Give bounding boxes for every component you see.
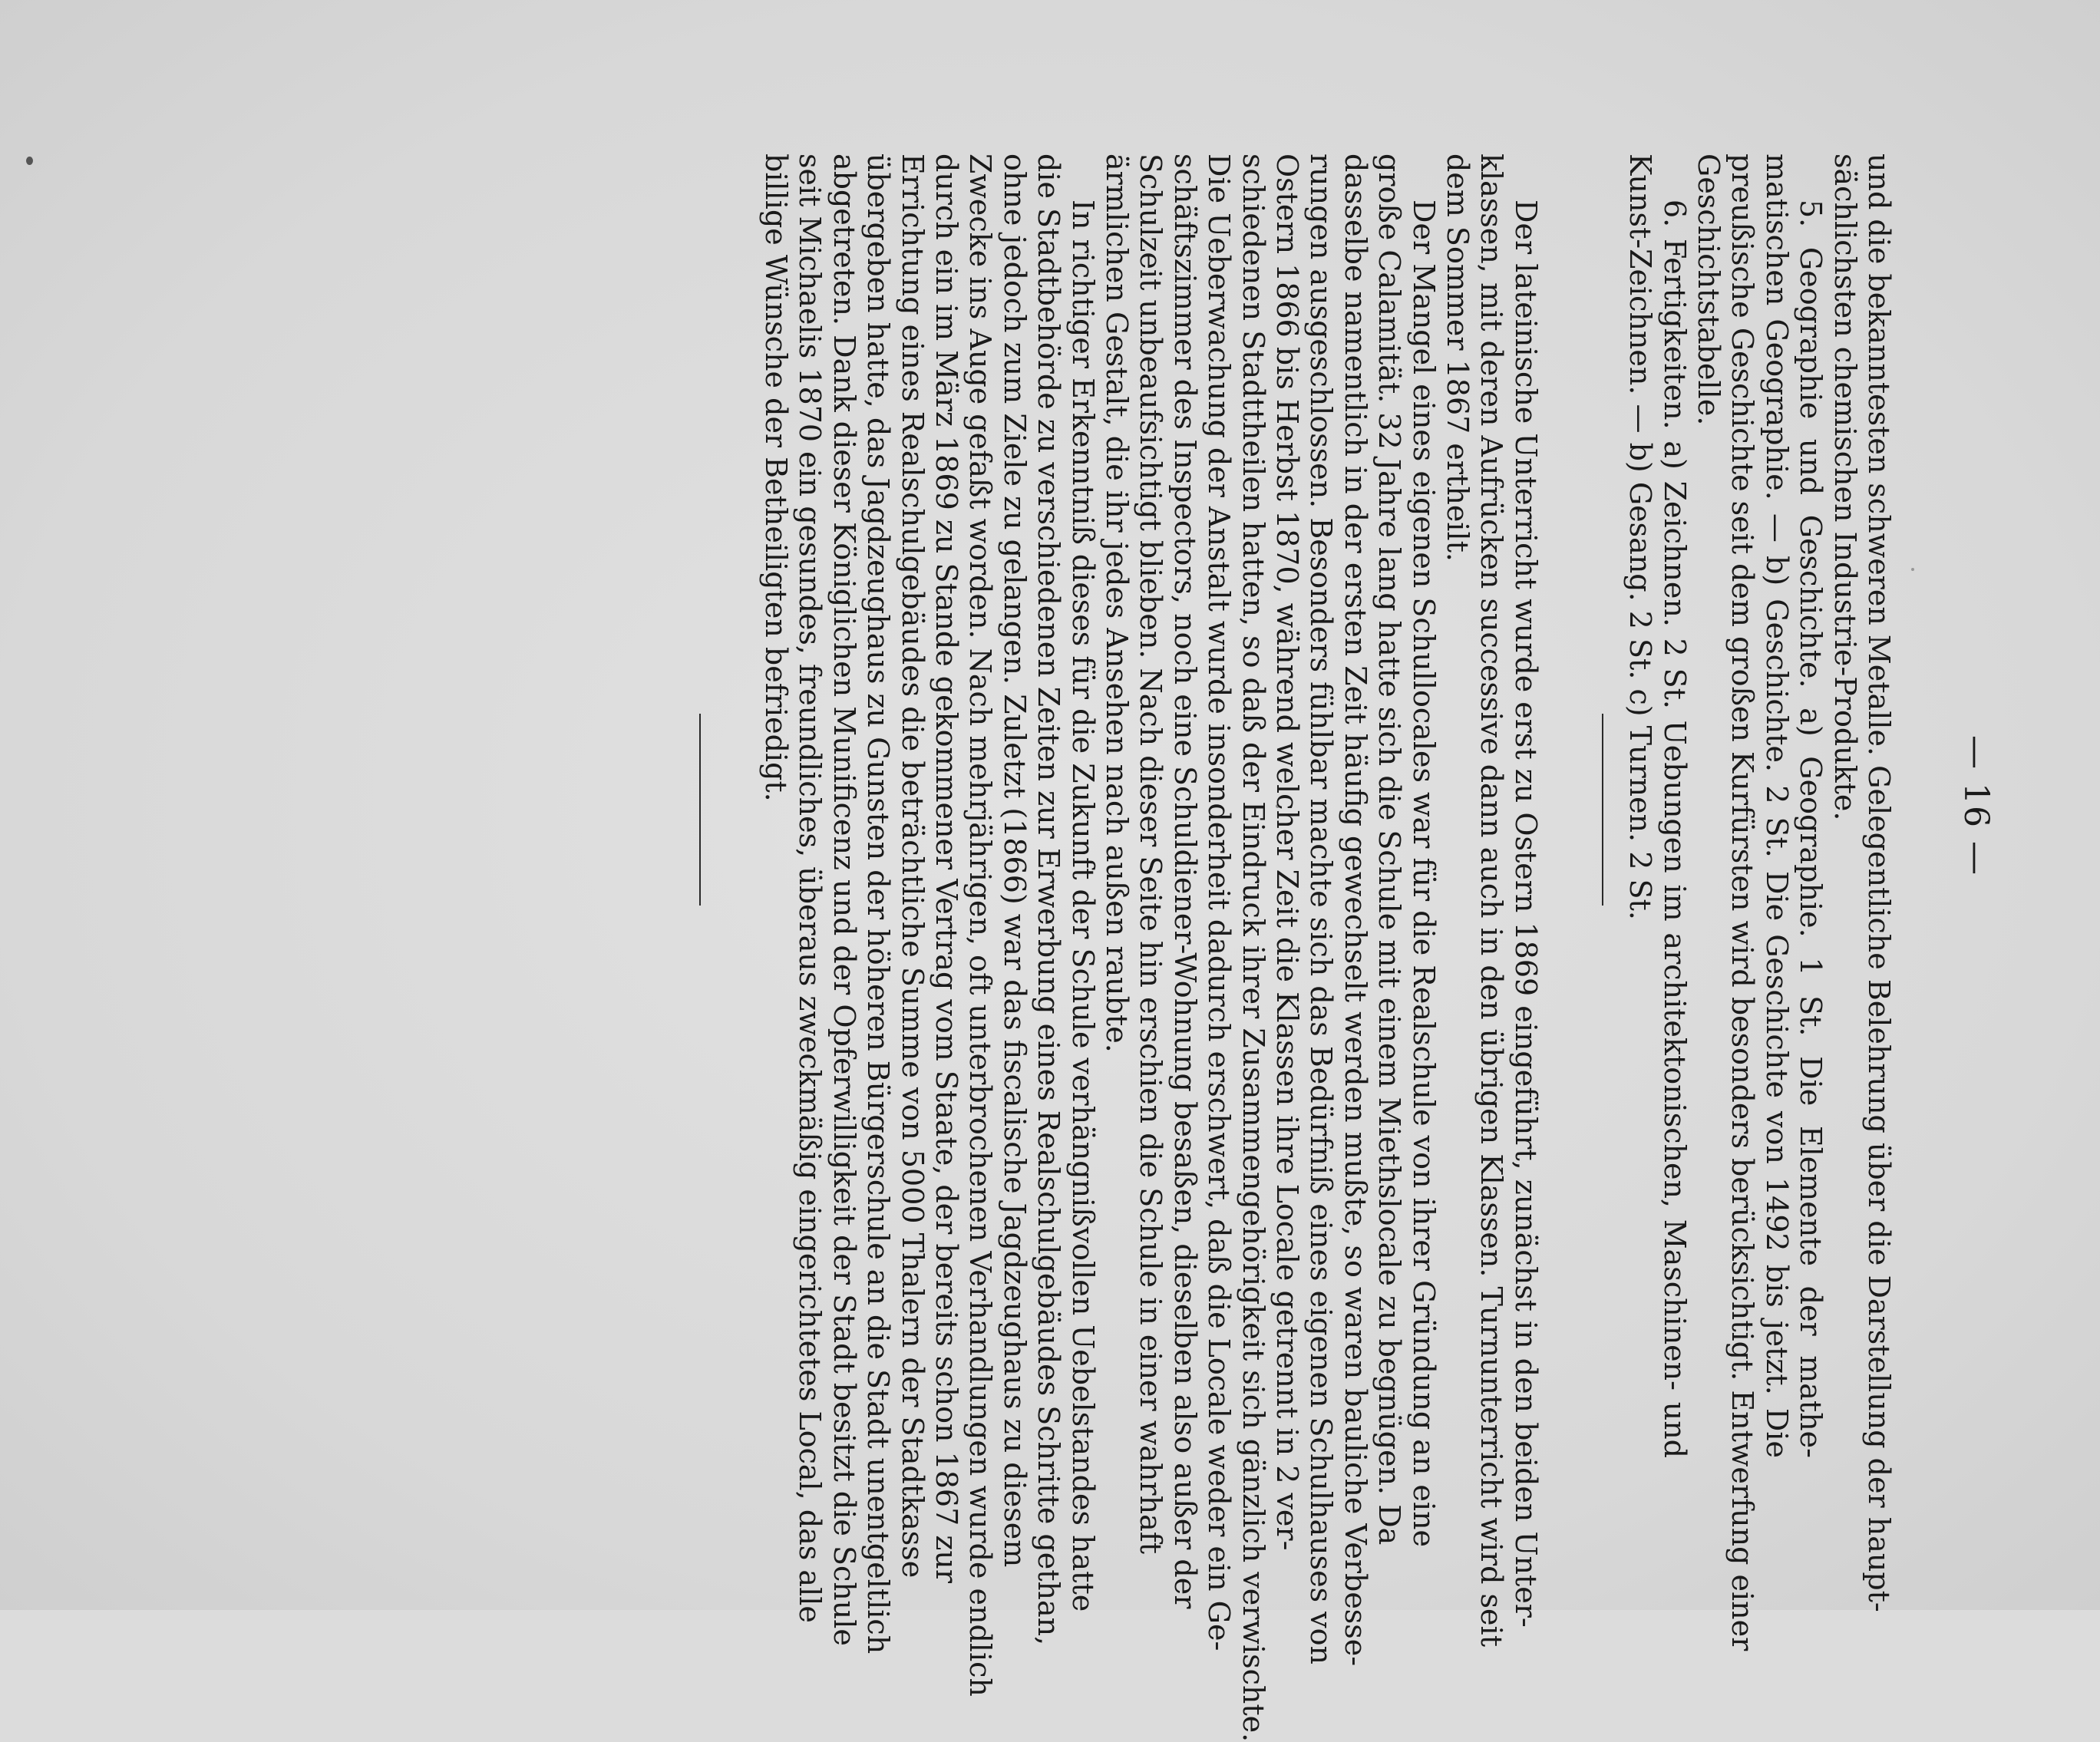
text-line: klassen, mit deren Aufrücken successive dann auch in den übrigen Klassen. Turnunterricht wird seit [1474, 153, 1509, 1647]
end-divider [699, 714, 701, 906]
rotated-page [468, 153, 1996, 1742]
text-line: große Calamität. 32 Jahre lang hatte sich die Schule mit einem Miethslocale zu begnügen. Da [1372, 153, 1407, 1546]
text-line: Die Ueberwachung der Anstalt wurde insonderheit dadurch erschwert, daß die Locale weder ein Ge- [1202, 153, 1237, 1651]
text-line: 6. Fertigkeiten. a) Zeichnen. 2 St. Uebungen im architektonischen, Maschinen- und [1657, 200, 1692, 1458]
text-line: sächlichsten chemischen Industrie-Produkte. [1828, 153, 1862, 821]
text-line: und die bekanntesten schweren Metalle. Gelegentliche Belehrung über die Darstellung der haupt- [1862, 153, 1896, 1612]
text-line: Der lateinische Unterricht wurde erst zu Ostern 1869 eingeführt, zunächst in den beiden Unter- [1508, 200, 1543, 1628]
text-line: preußische Geschichte seit dem großen Kurfürsten wird besonders berücksichtigt. Entwerfung einer [1725, 153, 1760, 1651]
text-line: die Stadtbehörde zu verschiedenen Zeiten zur Erwerbung eines Realschulgebäudes Schritte gethan, [1032, 153, 1066, 1646]
text-line: seit Michaelis 1870 ein gesundes, freundliches, überaus zweckmäßig eingerichtetes Local, das alle [793, 153, 827, 1623]
text-line: schiedenen Stadttheilen hatten, so daß der Eindruck ihrer Zusammengehörigkeit sich gänzlich verwischte. [1236, 153, 1270, 1742]
text-line: Zwecke ins Auge gefaßt worden. Nach mehrjährigen, oft unterbrochenen Verhandlungen wurde endlich [963, 153, 998, 1697]
text-line: Errichtung eines Realschulgebäudes die beträchtliche Summe von 5000 Thalern der Stadtkasse [895, 153, 929, 1579]
text-line: billige Wünsche der Betheiligten befriedigt. [759, 153, 793, 802]
text-line: dasselbe namentlich in der ersten Zeit häufig gewechselt werden mußte, so waren bauliche Verbesse- [1338, 153, 1372, 1667]
text-line: In richtiger Erkenntniß dieses für die Zukunft der Schule verhängnißvollen Uebelstandes hatte [1065, 200, 1100, 1612]
text-line: abgetreten. Dank dieser Königlichen Munificenz und der Opferwilligkeit der Stadt besitzt die Schule [827, 153, 861, 1646]
text-line: ärmlichen Gestalt, die ihr jedes Ansehen nach außen raubte. [1100, 153, 1134, 1053]
text-line: durch ein im März 1869 zu Stande gekommener Vertrag vom Staate, der bereits schon 1867 zur [929, 153, 963, 1584]
text-line: Der Mangel eines eigenen Schullocales war für die Realschule von ihrer Gründung an eine [1406, 200, 1441, 1548]
text-line: schäftszimmer des Inspectors, noch eine Schuldiener-Wohnung besaßen, dieselben also außer der [1167, 153, 1202, 1609]
text-line: übergeben hatte, das Jagdzeughaus zu Gunsten der höheren Bürgerschule an die Stadt unentgeltlich [861, 153, 896, 1655]
text-line: Schulzeit unbeaufsichtigt blieben. Nach dieser Seite hin erschien die Schule in einer wahrhaft [1134, 153, 1168, 1555]
text-line: ohne jedoch zum Ziele zu gelangen. Zuletzt (1866) war das fiscalische Jagdzeughaus zu diesem [997, 153, 1032, 1568]
text-line: Kunst-Zeichnen. — b) Gesang. 2 St. c) Turnen. 2 St. [1623, 153, 1658, 920]
text-line: rungen ausgeschlossen. Besonders fühlbar machte sich das Bedürfniß eines eigenen Schulhauses von [1304, 153, 1339, 1664]
text-line: Geschichtstabelle. [1692, 153, 1725, 426]
text-line: matischen Geographie. — b) Geschichte. 2 St. Die Geschichte von 1492 bis jetzt. Die [1759, 153, 1794, 1458]
page-text-block [468, 153, 1996, 1742]
scan-speck [26, 157, 33, 165]
text-line: Ostern 1866 bis Herbst 1870, während welcher Zeit die Klassen ihre Locale getrennt in 2 ver- [1270, 153, 1304, 1551]
text-line: dem Sommer 1867 ertheilt. [1441, 153, 1474, 562]
text-line: 5. Geographie und Geschichte. a) Geographie. 1 St. Die Elemente der mathe- [1794, 200, 1828, 1458]
page-number: — 16 — [1956, 735, 1996, 876]
section-divider [1602, 714, 1603, 906]
